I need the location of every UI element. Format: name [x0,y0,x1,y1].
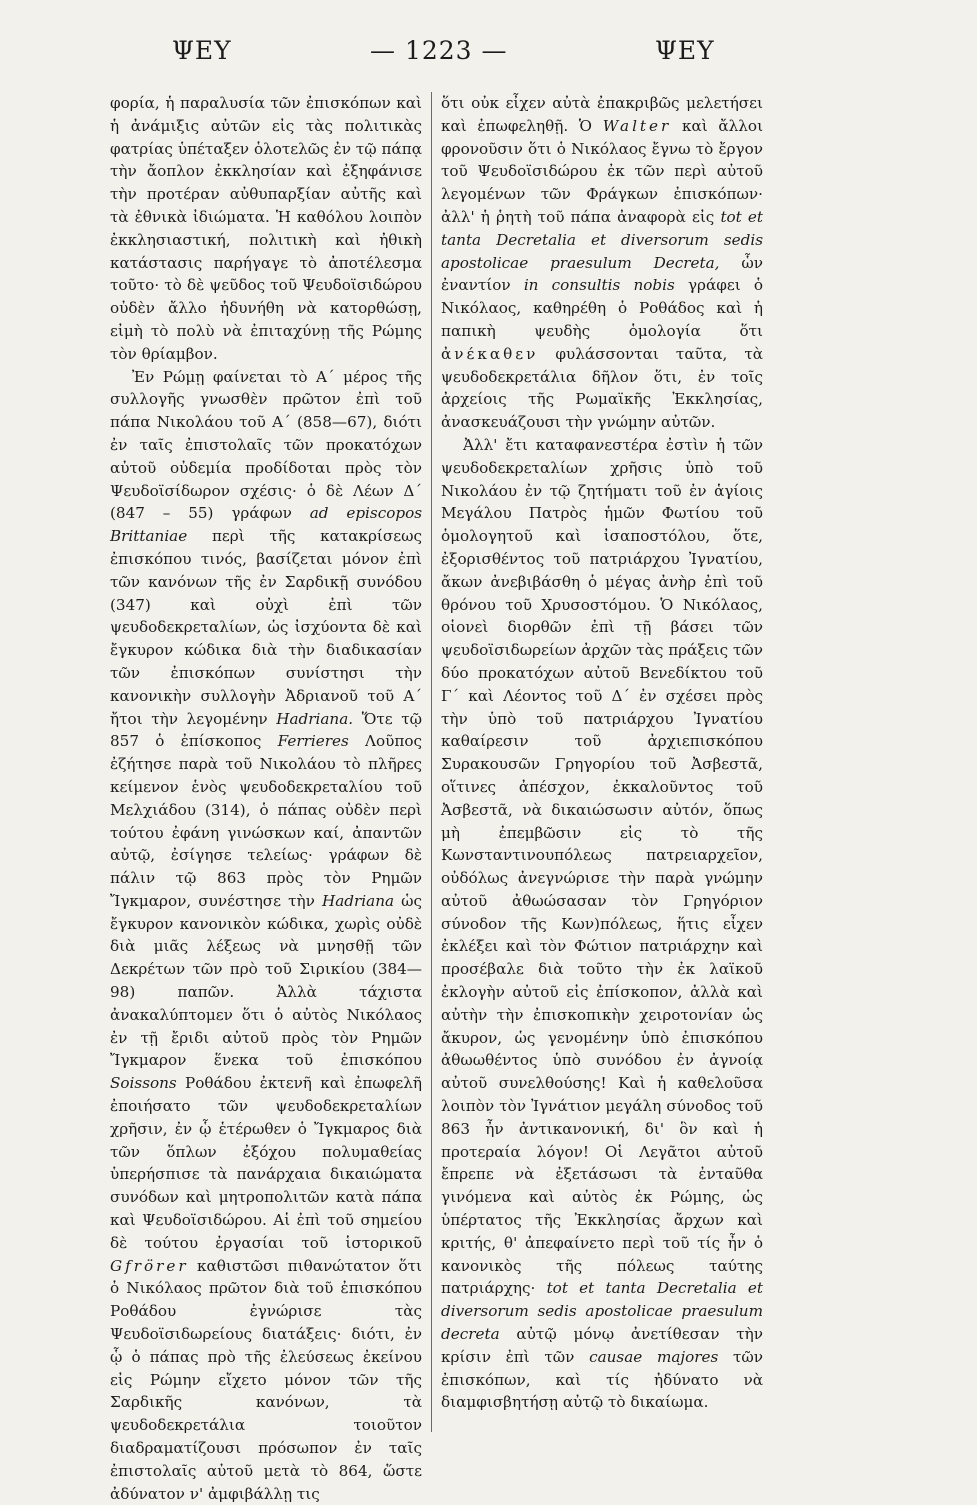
latin-phrase: ad episcopos Brittaniae [110,504,423,546]
text-run: γράφει ὁ Νικόλαος, καθηρέθη ὁ Ροθάδος καὶ ἡ παπικὴ ψευδὴς ὁμολογία ὅτι [441,276,764,340]
text-run: ὡς ἔγκυρον κανονικὸν κώδικα, χωρὶς οὐδὲ διὰ μιᾶς λέξεως νὰ μνησθῇ τῶν Δεκρέτων τῶν πρὸ τοῦ Σιρικίου (384—98) παπῶν. Ἀλλὰ τάχιστα ἀνακαλύπτομεν ὅτι ὁ αὐτὸς Νικόλαος ἐν τῇ ἔριδι αὐτοῦ πρὸς τὸν Ρημῶν Ἴγκμαρον ἕνεκα τοῦ ἐπισκόπου [110,891,423,1070]
text-run: Ἀλλ' ἔτι καταφανεστέρα ἐστὶν ἡ τῶν ψευδοδεκρεταλίων χρῆσις ὑπὸ τοῦ Νικολάου ἐν τῷ ζητήματι τοῦ ἐν ἁγίοις Μεγάλου Πατρὸς ἡμῶν Φωτίου τοῦ ὁμολογητοῦ καὶ ἰσαποστόλου, ὅτε, ἐξορισθέντος τοῦ πατριάρχου Ἰγνατίου, ἄκων ἀνεβιβάσθη ὁ μέγας ἀνὴρ ἐπὶ τοῦ θρόνου τοῦ Χρυσοστόμου. Ὁ Νικόλαος, οἱονεὶ διορθῶν ἐπὶ τῇ βάσει τῶν ψευδοϊσιδωρείων ἀρχῶν τὰς πράξεις τῶν δύο προκατόχων αὐτοῦ Βενεδίκτου τοῦ Γ΄ καὶ Λέοντος τοῦ Δ΄ ἐν σχέσει πρὸς τὴν ὑπὸ τοῦ πατριάρχου Ἰγνατίου καθαίρεσιν τοῦ ἀρχιεπισκόπου Συρακουσῶν Γρηγορίου τοῦ Ἀσβεστᾶ, οἵτινες ἀπέσχον, ἐκκαλοῦντος τοῦ Ἀσβεστᾶ, νὰ δικαιώσωσιν αὐτόν, ὅπως μὴ ἐπεμβῶσιν εἰς τὸ τῆς Κωνσταντινουπόλεως πατρειαρχεῖον, οὐδόλως ἀνεγνώρισε τὴν παρὰ γνώμην αὐτοῦ ἀθωώσασαν τὸν Γρηγόριον σύνοδον τῆς Κων)πόλεως, ἥτις εἶχεν ἐκλέξει καὶ τὸν Φώτιον πατριάρχην καὶ προσέβαλε διὰ τοῦτο τὴν ἐκ λαϊκοῦ ἐκλογὴν αὐτοῦ εἰς ἐπίσκοπον, ἀλλὰ καὶ αὐτὴν τὴν ἐπισκοπικὴν χειροτονίαν ὡς ἄκυρον, ὡς γενομένην ὑπὸ ἐπισκόπου ἀθωωθέντος ὑπὸ συνόδου ἐν ἀγνοίᾳ αὐτοῦ συνελθούσης! Καὶ ἡ καθελοῦσα λοιπὸν τὸν Ἰγνάτιον μεγάλη σύνοδος τοῦ 863 ἦν ἀντικανονική, δι' ὃν καὶ ἡ προτεραία λόγον! Οἱ Λεγᾶτοι αὐτοῦ ἔπρεπε νὰ ἐξετάσωσι τὰ ἐνταῦθα γινόμενα καὶ αὐτὸς ἐκ Ρώμης, ὡς ὑπέρτατος τῆς Ἐκκλησίας ἄρχων καὶ κριτής, θ' ἀπεφαίνετο περὶ τοῦ τίς ἦν ὁ κανονικὸς τῆς πόλεως ταύτης πατριάρχης· [441,435,763,1298]
right-column [441,92,763,1472]
text-run: περὶ τῆς κατακρίσεως ἐπισκόπου τινός, βασίζεται μόνον ἐπὶ τῶν κανόνων τῆς ἐν Σαρδικῇ συνόδου (347) καὶ οὐχὶ ἐπὶ τῶν ψευδοδεκρεταλίων, ὡς ἰσχύοντα δὲ καὶ ἔγκυρον κώδικα διὰ τὴν διαδικασίαν τῶν ἐπισκόπων συνίστησι τὴν κανονικὴν συλλογὴν Ἀδριανοῦ τοῦ Α΄ ἤτοι τὴν λεγομένην [110,527,422,728]
right-paragraph-1 [441,92,763,434]
latin-phrase: Hadriana [322,891,395,910]
text-run: Ἐν Ρώμῃ φαίνεται τὸ Α΄ μέρος τῆς συλλογῆς γνωσθὲν πρῶτον ἐπὶ τοῦ πάπα Νικολάου τοῦ Α΄ (858—67), διότι ἐν ταῖς ἐπιστολαῖς τῶν προκατόχων αὐτοῦ οὐδεμία προδίδοται πρὸς τὸν Ψευδοϊσίδωρον σχέσις· ὁ δὲ Λέων Δ΄ (847 – 55) γράφων [110,367,422,523]
text-run: καθιστῶσι πιθανώτατον ὅτι ὁ Νικόλαος πρῶτον διὰ τοῦ ἐπισκόπου Ροθάδου ἐγνώρισε τὰς Ψευδοϊσιδωρείους διατάξεις· διότι, ἐν ᾧ ὁ πάπας πρὸ τῆς ἐλεύσεως ἐκείνου εἰς Ρώμην εἴχετο μόνον τῶν τῆς Σαρδικῆς κανόνων, τὰ ψευδοδεκρετάλια τοιοῦτον διαδραματίζουσι πρόσωπον ἐν ταῖς ἐπιστολαῖς αὐτοῦ μετὰ τὸ 864, ὥστε ἀδύνατον ν' ἀμφιβάλλῃ τις [110,1256,422,1503]
text-run: καὶ ἄλλοι φρονοῦσιν ὅτι ὁ Νικόλαος ἔγνω τὸ ἔργον τοῦ Ψευδοϊσιδώρου ἐκ τῶν περὶ αὐτοῦ λεγομένων τῶν Φράγκων ἐπισκόπων· ἀλλ' ἡ ῥητὴ τοῦ πάπα ἀναφορὰ εἰς [441,116,764,226]
header-right: ΨΕΥ [655,36,715,65]
latin-phrase: tot et tanta Decretalia et diversorum sedis apostolicae praesulum decreta [441,1279,763,1344]
author-name: Walter [602,116,672,135]
left-paragraph-2 [110,366,422,1505]
running-header [0,36,977,76]
latin-phrase: Hadriana. [276,709,354,728]
latin-phrase: Soissons [110,1074,177,1093]
text-run: αὐτῷ μόνῳ ἀνετίθεσαν τὴν κρίσιν ἐπὶ τῶν [441,1325,763,1366]
text-run: Λοῦπος ἐζήτησε παρὰ τοῦ Νικολάου τὸ πλῆρες κείμενον ἑνὸς ψευδοδεκρεταλίου τοῦ Μελχιάδου (314), ὁ πάπας οὐδὲν περὶ τούτου ἐφάνη γινώσκων καί, ἀπαντῶν αὐτῷ, ἐσίγησε τελείως· γράφων δὲ πάλιν τῷ 863 πρὸς τὸν Ρημῶν Ἴγκμαρον, συνέστησε τὴν [110,732,423,910]
latin-phrase: causae majores [589,1347,719,1366]
text-run: ὧν ἐναντίον [441,253,763,295]
column-divider [431,92,432,1432]
latin-phrase: in consultis nobis [523,276,675,295]
text-run: Ὅτε τῷ 857 ὁ ἐπίσκοπος [110,709,423,751]
text-run: φυλάσσονται ταῦτα, τὰ ψευδοδεκρετάλια δῆλον ὅτι, ἐν τοῖς ἀρχείοις τῆς Ρωμαϊκῆς Ἐκκλησίας, ἀνασκευάζουσι τὴν γνώμην αὐτῶν. [441,344,763,432]
header-left: ΨΕΥ [172,36,232,65]
latin-phrase: Ferrieres [277,732,349,751]
page-number: — 1223 — [370,36,508,65]
latin-phrase: tot et tanta Decretalia et diversorum sedis apostolicae praesulum Decreta, [441,207,763,272]
emphasized-word: ἀνέκαθεν [441,344,539,363]
text-run: Ροθάδου ἐκτενῆ καὶ ἐπωφελῆ ἐποιήσατο τῶν ψευδοδεκρεταλίων χρῆσιν, ἐν ᾧ ἑτέρωθεν ὁ Ἴγκμαρος διὰ τῶν ὅπλων ἐξόχου πολυμαθείας ὑπερήσπισε τὰ πανάρχαια δικαιώματα συνόδων καὶ μητροπολιτῶν κατὰ πάπα καὶ Ψευδοϊσιδώρου. Αἱ ἐπὶ τοῦ σημείου δὲ τούτου ἐργασίαι τοῦ ἱστορικοῦ [110,1074,422,1252]
right-paragraph-2 [441,434,763,1414]
left-paragraph-1: φορία, ἡ παραλυσία τῶν ἐπισκόπων καὶ ἡ ἀνάμιξις αὐτῶν εἰς τὰς πολιτικὰς φατρίας ὑπέταξεν ὁλοτελῶς ἐν τῷ πάπᾳ τὴν ἄοπλον ἐκκλησίαν καὶ ἐξηφάνισε τὴν προτέραν αὐθυπαρξίαν αὐτῆς καὶ τὰ ἐθνικὰ ἰδιώματα. Ἡ καθόλου λοιπὸν ἐκκλησιαστική, πολιτικὴ καὶ ἠθικὴ κατάστασις παρήγαγε τὸ ἀποτέλεσμα τοῦτο· τὸ δὲ ψεῦδος τοῦ Ψευδοϊσιδώρου οὐδὲν ἄλλο ἠδυνήθη νὰ κατορθώσῃ, εἰμὴ τὸ πολὺ νὰ ἐπιταχύνῃ τῆς Ρώμης τὸν θρίαμβον. [110,94,422,363]
text-run: τῶν ἐπισκόπων, καὶ τίς ἠδύνατο νὰ διαμφισβητήσῃ αὐτῷ τὸ δικαίωμα. [441,1347,764,1412]
left-column [110,92,423,1503]
author-name: Gfrörer [110,1256,189,1275]
text-run: ὅτι οὐκ εἶχεν αὐτὰ ἐπακριβῶς μελετήσει καὶ ἐπωφεληθῇ. Ὁ [441,94,763,135]
